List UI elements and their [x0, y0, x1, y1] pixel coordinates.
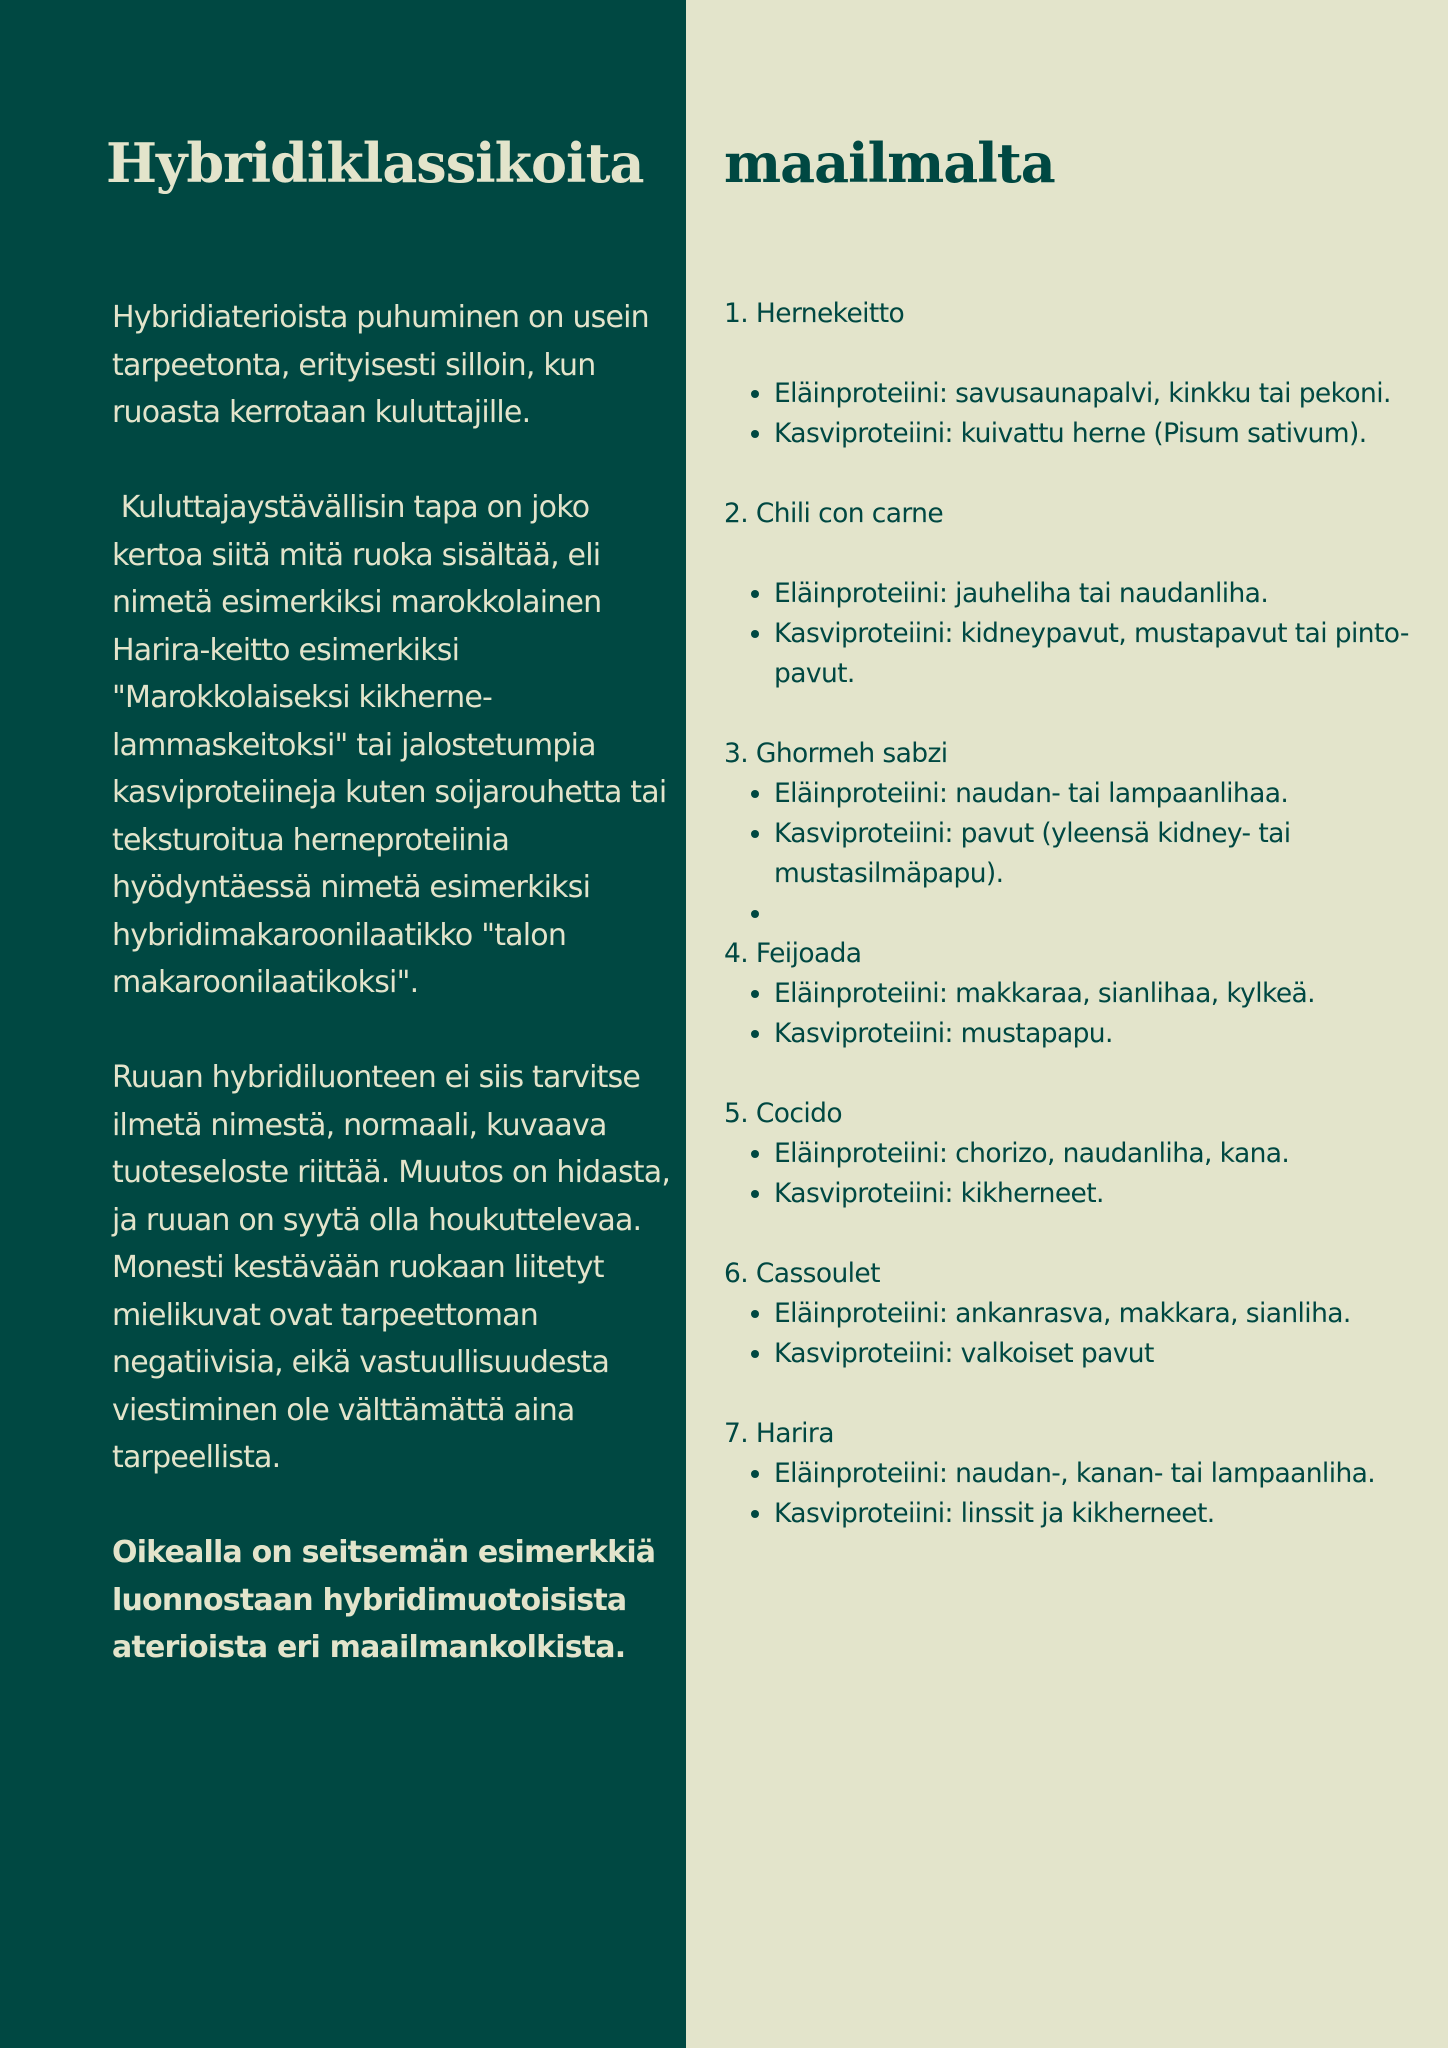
intro-paragraph-1: Hybridiaterioista puhuminen on usein tarpeetonta, erityisesti silloin, kun ruoasta kerrotaan kuluttajille. [112, 300, 649, 430]
plant-protein: • Kasviproteiini: linssit ja kikherneet. [774, 1494, 1414, 1534]
intro-paragraph-2: Kuluttajaystävällisin tapa on joko kertoa siitä mitä ruoka sisältää, eli nimetä esimerkiksi marokkolainen Harira-keitto esimerkiksi "Marokkolaiseksi kikherne-lammaskeitoksi" tai jalostetumpia kasviproteiineja kuten soijarouhetta tai teksturoitua herneproteiinia hyödyntäessä nimetä esimerkiksi hybridimakaroonilaatikko "talon makaroonilaatikoksi". [112, 490, 676, 1000]
spacer [724, 1054, 1414, 1094]
protein-list [724, 774, 1414, 934]
dish-list [724, 294, 1414, 1534]
protein-list [724, 574, 1414, 694]
dish-item [724, 734, 1414, 934]
plant-protein: • Kasviproteiini: valkoiset pavut [774, 1334, 1414, 1374]
intro-highlight: Oikealla on seitsemän esimerkkiä luonnostaan hybridimuotoisista aterioista eri maailmankolkista. [112, 1535, 656, 1665]
dish-title: 1. Hernekeitto [724, 298, 905, 329]
animal-protein: • Eläinproteiini: naudan- tai lampaanlihaa. [774, 774, 1414, 814]
dish-item [724, 494, 1414, 694]
spacer [724, 1374, 1414, 1414]
protein-list [724, 1134, 1414, 1214]
animal-protein: • Eläinproteiini: chorizo, naudanliha, kana. [774, 1134, 1414, 1174]
plant-protein: • Kasviproteiini: kidneypavut, mustapavut tai pinto-pavut. [774, 614, 1414, 694]
empty-bullet [774, 894, 1414, 934]
animal-protein: • Eläinproteiini: savusaunapalvi, kinkku tai pekoni. [774, 374, 1414, 414]
spacer [724, 454, 1414, 494]
dish-item [724, 1414, 1414, 1534]
dish-title: 2. Chili con carne [724, 498, 944, 529]
dish-title: 3. Ghormeh sabzi [724, 738, 948, 769]
dish-title: 4. Feijoada [724, 938, 862, 969]
spacer [724, 1214, 1414, 1254]
dish-title: 6. Cassoulet [724, 1258, 880, 1289]
dish-title: 7. Harira [724, 1418, 834, 1449]
dish-item [724, 294, 1414, 454]
plant-protein: • Kasviproteiini: mustapapu. [774, 1014, 1414, 1054]
dish-item [724, 934, 1414, 1054]
animal-protein: • Eläinproteiini: ankanrasva, makkara, sianliha. [774, 1294, 1414, 1334]
spacer [724, 694, 1414, 734]
intro-paragraph-3: Ruuan hybridiluonteen ei siis tarvitse ilmetä nimestä, normaali, kuvaava tuoteseloste riittää. Muutos on hidasta, ja ruuan on syytä olla houkuttelevaa. Monesti kestävään ruokaan liitetyt mielikuvat ovat tarpeettoman negatiivisia, eikä vastuullisuudesta viestiminen ole välttämättä aina tarpeellista. [112, 1060, 671, 1475]
dish-item [724, 1094, 1414, 1214]
dish-title: 5. Cocido [724, 1098, 842, 1129]
animal-protein: • Eläinproteiini: jauheliha tai naudanliha. [774, 574, 1414, 614]
protein-list [724, 974, 1414, 1054]
intro-text [112, 294, 676, 1672]
plant-protein: • Kasviproteiini: kuivattu herne (Pisum sativum). [774, 414, 1414, 454]
protein-list [724, 1294, 1414, 1374]
plant-protein: • Kasviproteiini: pavut (yleensä kidney- tai mustasilmäpapu). [774, 814, 1414, 894]
spacer [724, 334, 1414, 374]
spacer [724, 534, 1414, 574]
plant-protein: • Kasviproteiini: kikherneet. [774, 1174, 1414, 1214]
protein-list [724, 374, 1414, 454]
page-title-right: maailmalta [724, 131, 1055, 195]
animal-protein: • Eläinproteiini: makkaraa, sianlihaa, kylkeä. [774, 974, 1414, 1014]
dish-item [724, 1254, 1414, 1374]
animal-protein: • Eläinproteiini: naudan-, kanan- tai lampaanliha. [774, 1454, 1414, 1494]
page-title-left: Hybridiklassikoita [106, 131, 644, 195]
protein-list [724, 1454, 1414, 1534]
